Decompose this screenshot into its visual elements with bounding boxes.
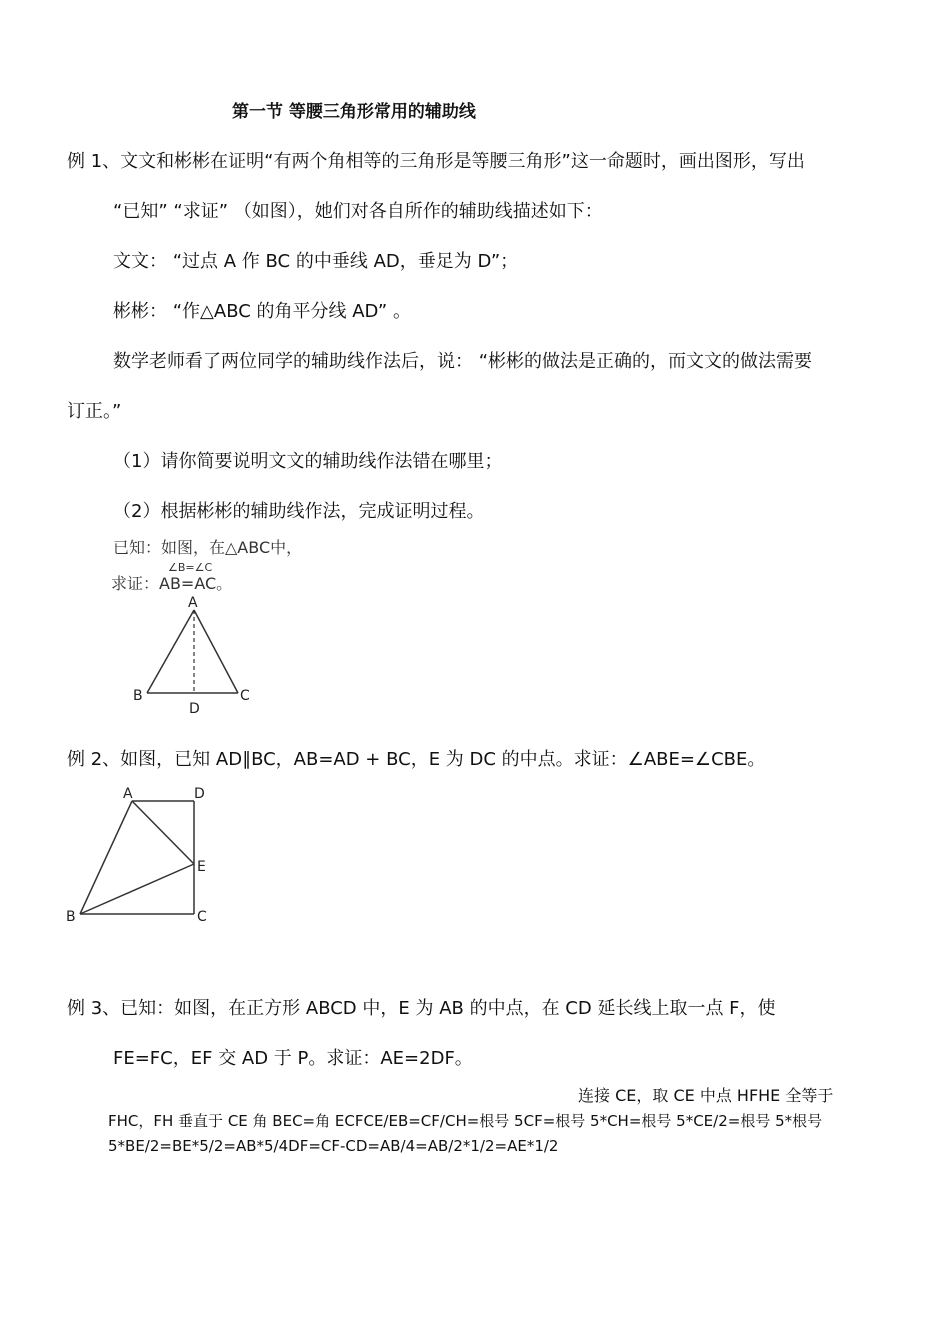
ex1-prove: 求证：AB=AC。: [111, 574, 233, 593]
ex1-line6: 订正。”: [67, 401, 122, 422]
label-c: C: [197, 909, 207, 925]
label-d: D: [194, 786, 205, 802]
ex1-question-1: （1）请你简要说明文文的辅助线作法错在哪里；: [113, 451, 503, 472]
ex1-line3: 文文： “过点 A 作 BC 的中垂线 AD，垂足为 D”；: [113, 251, 519, 272]
ex3-line1: 例 3、已知：如图，在正方形 ABCD 中，E 为 AB 的中点，在 CD 延长线上取一点 F，使: [67, 998, 776, 1019]
ex3-note-line3: 5*BE/2=BE*5/2=AB*5/4DF=CF-CD=AB/4=AB/2*1/2=AE*1/2: [108, 1137, 559, 1155]
label-a: A: [188, 595, 198, 611]
label-e: E: [197, 859, 206, 875]
label-c: C: [240, 688, 250, 704]
triangle-side-ab: [147, 610, 194, 693]
label-d: D: [189, 701, 200, 717]
segment-ab: [80, 801, 132, 914]
ex1-line5: 数学老师看了两位同学的辅助线作法后，说： “彬彬的做法是正确的，而文文的做法需要: [113, 351, 813, 372]
ex3-line2: FE=FC，EF 交 AD 于 P。求证：AE=2DF。: [113, 1048, 473, 1069]
label-a: A: [123, 786, 133, 802]
ex1-triangle-figure: [125, 592, 265, 717]
ex1-given: 已知：如图，在△ABC中，: [113, 538, 303, 557]
ex1-line2: “已知” “求证” （如图），她们对各自所作的辅助线描述如下：: [113, 201, 603, 222]
ex2-line1: 例 2、如图，已知 AD∥BC，AB=AD + BC，E 为 DC 的中点。求证：∠ABE=∠CBE。: [67, 749, 766, 770]
ex1-question-2: （2）根据彬彬的辅助线作法，完成证明过程。: [113, 501, 485, 522]
ex1-line1: 例 1、文文和彬彬在证明“有两个角相等的三角形是等腰三角形”这一命题时，画出图形，写出: [67, 151, 805, 172]
label-b: B: [66, 909, 76, 925]
ex1-line4: 彬彬： “作△ABC 的角平分线 AD” 。: [113, 301, 411, 322]
ex1-given-angle: ∠B=∠C: [168, 561, 213, 574]
ex3-note-line2: FHC，FH 垂直于 CE 角 BEC=角 ECFCE/EB=CF/CH=根号 5CF=根号 5*CH=根号 5*CE/2=根号 5*根号: [108, 1112, 823, 1130]
ex2-trapezoid-figure: [60, 782, 220, 927]
section-title: 第一节 等腰三角形常用的辅助线: [232, 102, 476, 122]
segment-be: [80, 864, 194, 914]
segment-ae: [132, 801, 194, 864]
ex3-note-line1: 连接 CE，取 CE 中点 HFHE 全等于: [578, 1086, 834, 1105]
label-b: B: [133, 688, 143, 704]
triangle-side-ac: [194, 610, 238, 693]
